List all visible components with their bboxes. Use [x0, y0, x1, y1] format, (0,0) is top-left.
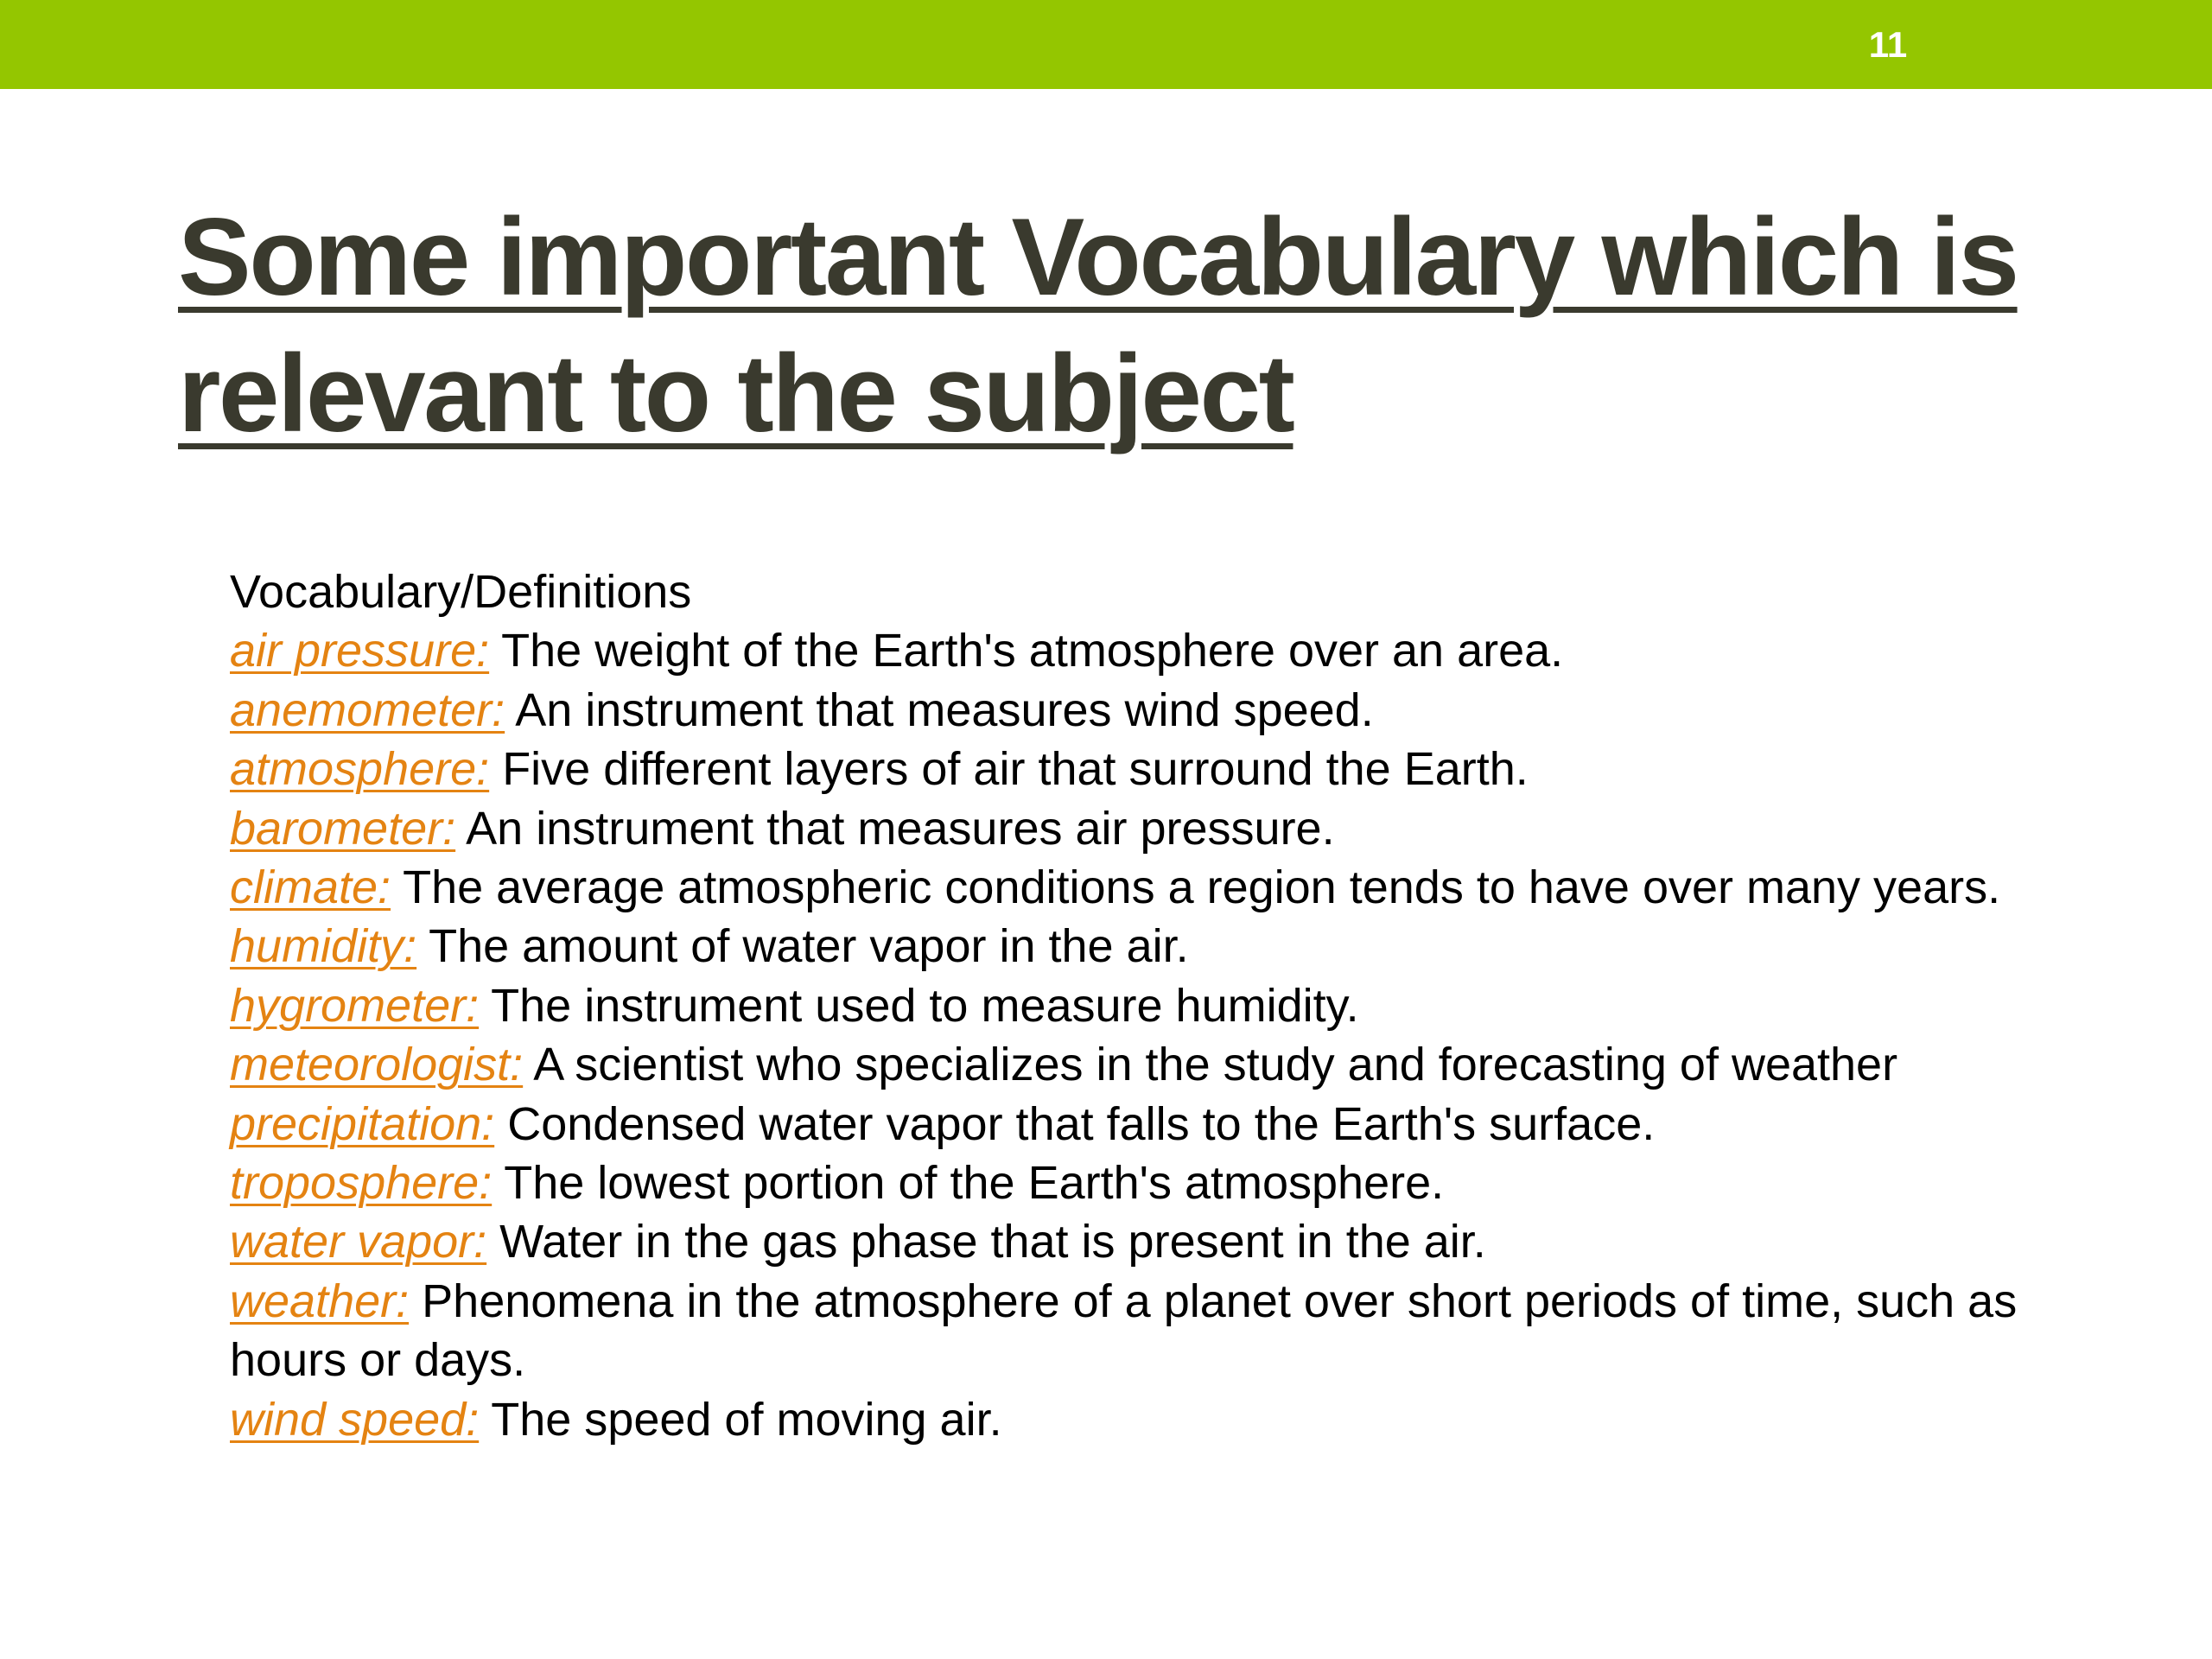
vocabulary-term-link[interactable]: precipitation: [230, 1097, 495, 1150]
vocabulary-definition: Five different layers of air that surround the Earth. [502, 743, 1529, 796]
vocabulary-entry [230, 1390, 2088, 1449]
vocabulary-definition: A scientist who specializes in the study and forecasting of weather [533, 1039, 1898, 1091]
slide-number: 11 [1868, 24, 1908, 65]
vocabulary-definition: Condensed water vapor that falls to the Earth's surface. [507, 1097, 1656, 1150]
vocabulary-definition: The lowest portion of the Earth's atmosphere. [504, 1157, 1445, 1210]
vocabulary-term-link[interactable]: meteorologist: [230, 1039, 524, 1091]
vocabulary-entry [230, 621, 2088, 680]
vocabulary-entry [230, 917, 2088, 976]
vocabulary-term-link[interactable]: barometer: [230, 802, 456, 855]
vocabulary-entry [230, 681, 2088, 740]
vocabulary-term-link[interactable]: climate: [230, 861, 391, 914]
vocabulary-list [230, 621, 2088, 1449]
vocabulary-entry [230, 1154, 2088, 1212]
vocabulary-term-link[interactable]: weather: [230, 1274, 410, 1327]
vocabulary-definition: The average atmospheric conditions a region tends to have over many years. [403, 861, 2001, 914]
vocabulary-definition: An instrument that measures air pressure. [466, 802, 1335, 855]
vocabulary-term-link[interactable]: wind speed: [230, 1393, 480, 1446]
vocabulary-section [230, 563, 2088, 1449]
vocabulary-entry [230, 976, 2088, 1035]
vocabulary-term-link[interactable]: troposphere: [230, 1157, 493, 1210]
vocabulary-definition: Phenomena in the atmosphere of a planet over short periods of time, such as hours or days. [230, 1274, 2018, 1387]
vocabulary-definition: The speed of moving air. [491, 1393, 1002, 1446]
top-accent-bar [0, 0, 2212, 89]
vocabulary-definition: The amount of water vapor in the air. [429, 920, 1189, 973]
vocabulary-heading: Vocabulary/Definitions [230, 566, 692, 618]
vocabulary-entry [230, 858, 2088, 917]
vocabulary-definition: The instrument used to measure humidity. [491, 979, 1359, 1032]
vocabulary-definition: The weight of the Earth's atmosphere over an area. [501, 625, 1564, 677]
vocabulary-entry [230, 1212, 2088, 1271]
vocabulary-entry [230, 1095, 2088, 1154]
vocabulary-term-link[interactable]: anemometer: [230, 683, 505, 736]
vocabulary-term-link[interactable]: water vapor: [230, 1216, 487, 1268]
vocabulary-term-link[interactable]: humidity: [230, 920, 417, 973]
slide-title: Some important Vocabulary which is relevant to the subject [178, 195, 2018, 454]
vocabulary-definition: An instrument that measures wind speed. [515, 683, 1374, 736]
vocabulary-term-link[interactable]: hygrometer: [230, 979, 480, 1032]
vocabulary-entry [230, 740, 2088, 798]
vocabulary-definition: Water in the gas phase that is present in the air. [499, 1216, 1486, 1268]
vocabulary-entry [230, 1035, 2088, 1094]
vocabulary-entry [230, 1272, 2088, 1390]
vocabulary-term-link[interactable]: air pressure: [230, 625, 490, 677]
vocabulary-entry [230, 799, 2088, 858]
vocabulary-term-link[interactable]: atmosphere: [230, 743, 490, 796]
